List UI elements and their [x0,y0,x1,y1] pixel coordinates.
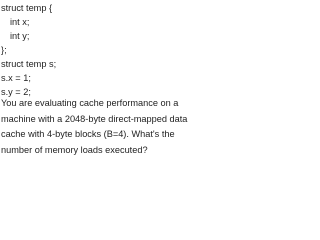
code-line-struct-close: }; [1,45,7,55]
code-line-assign-y: s.y = 2; [1,87,31,97]
code-line-int-y: int y; [10,31,30,41]
question-text: You are evaluating cache performance on a machine with a 2048-byte direct-mapped data cache with 4-byte blocks (B=4). What's the number of memory loads executed? [1,98,188,155]
document-content [0,0,200,162]
code-line-struct-open: struct temp { [1,3,53,13]
code-line-struct-declaration: struct temp s; [1,59,57,69]
code-line-int-x: int x; [10,17,30,27]
code-line-assign-x: s.x = 1; [1,73,31,83]
